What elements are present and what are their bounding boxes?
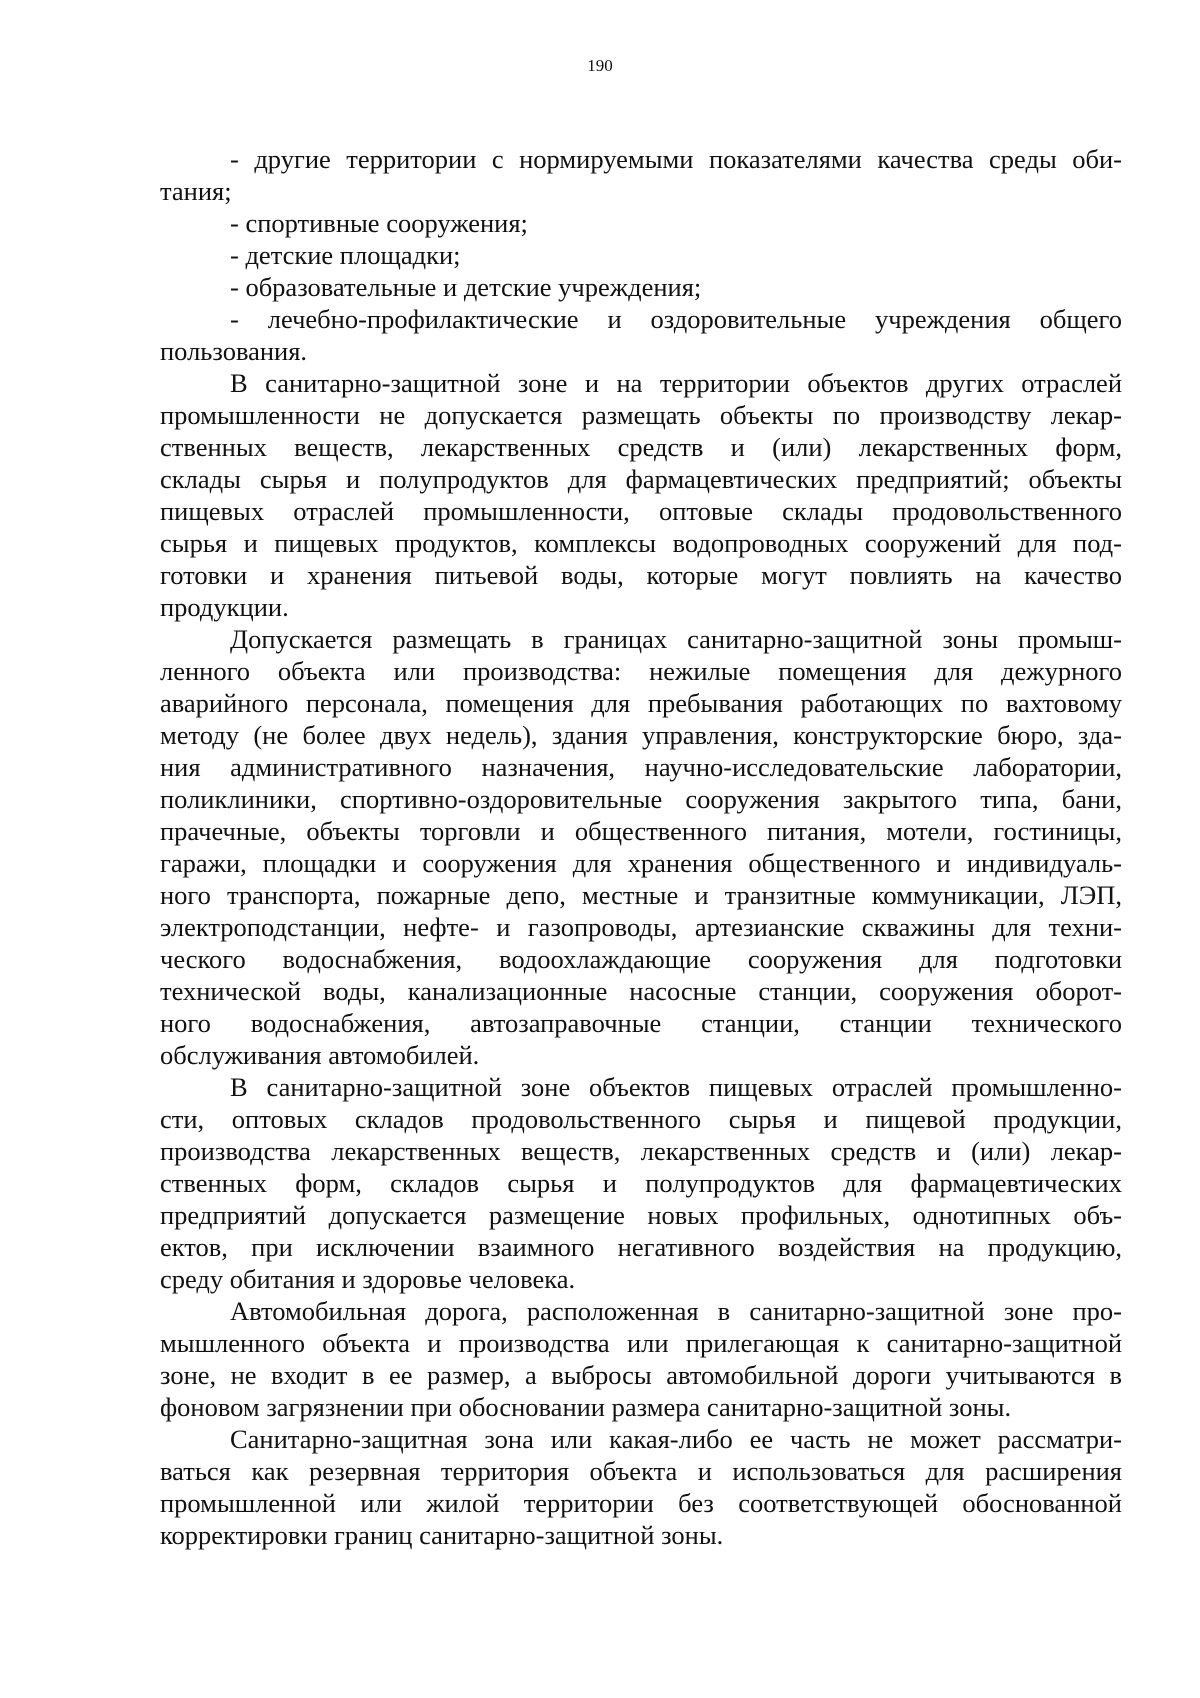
paragraph bbox=[160, 143, 1122, 207]
text-line: склады сырья и полупродуктов для фармацевтических предприятий; объекты bbox=[160, 464, 1122, 494]
text-line: прачечные, объекты торговли и общественного питания, мотели, гостиницы, bbox=[160, 816, 1122, 846]
page-number: 190 bbox=[587, 56, 613, 75]
text-line: - другие территории с нормируемыми показателями качества среды оби- bbox=[230, 144, 1122, 174]
text-line: пользования. bbox=[160, 336, 308, 366]
text-line: ческого водоснабжения, водоохлаждающие сооружения для подготовки bbox=[160, 944, 1122, 974]
text-line: - детские площадки; bbox=[230, 240, 461, 270]
text-line: методу (не более двух недель), здания управления, конструкторские бюро, зда- bbox=[160, 720, 1122, 750]
paragraph bbox=[160, 239, 1122, 271]
text-line: пищевых отраслей промышленности, оптовые склады продовольственного bbox=[160, 496, 1122, 526]
text-line: фоновом загрязнении при обосновании размера санитарно-защитной зоны. bbox=[160, 1392, 1012, 1422]
paragraph bbox=[160, 367, 1122, 623]
text-line: ленного объекта или производства: нежилые помещения для дежурного bbox=[160, 656, 1122, 686]
text-line: промышленной или жилой территории без соответствующей обоснованной bbox=[160, 1488, 1122, 1518]
text-line: гаражи, площадки и сооружения для хранения общественного и индивидуаль- bbox=[160, 848, 1122, 878]
paragraph bbox=[160, 1071, 1122, 1295]
text-line: ния административного назначения, научно-исследовательские лаборатории, bbox=[160, 752, 1122, 782]
paragraph bbox=[160, 623, 1122, 1071]
text-line: тания; bbox=[160, 176, 232, 206]
text-line: - спортивные сооружения; bbox=[230, 208, 528, 238]
text-line: ного транспорта, пожарные депо, местные и транзитные коммуникации, ЛЭП, bbox=[160, 880, 1122, 910]
text-line: Санитарно-защитная зона или какая-либо ее часть не может рассматри- bbox=[230, 1424, 1122, 1454]
text-line: корректировки границ санитарно-защитной зоны. bbox=[160, 1520, 724, 1550]
text-line: В санитарно-защитной зоне и на территории объектов других отраслей bbox=[230, 368, 1122, 398]
text-line: среду обитания и здоровье человека. bbox=[160, 1264, 576, 1294]
text-line: готовки и хранения питьевой воды, которые могут повлиять на качество bbox=[160, 560, 1122, 590]
text-line: производства лекарственных веществ, лекарственных средств и (или) лекар- bbox=[160, 1136, 1122, 1166]
paragraph bbox=[160, 271, 1122, 303]
text-line: мышленного объекта и производства или прилегающая к санитарно-защитной bbox=[160, 1328, 1122, 1358]
text-line: - лечебно-профилактические и оздоровительные учреждения общего bbox=[230, 304, 1122, 334]
paragraph bbox=[160, 303, 1122, 367]
text-line: промышленности не допускается размещать объекты по производству лекар- bbox=[160, 400, 1122, 430]
body-text bbox=[160, 143, 1122, 1551]
text-line: предприятий допускается размещение новых профильных, однотипных объ- bbox=[160, 1200, 1122, 1230]
text-line: ственных форм, складов сырья и полупродуктов для фармацевтических bbox=[160, 1168, 1122, 1198]
text-line: технической воды, канализационные насосные станции, сооружения оборот- bbox=[160, 976, 1122, 1006]
text-line: поликлиники, спортивно-оздоровительные сооружения закрытого типа, бани, bbox=[160, 784, 1122, 814]
text-line: - образовательные и детские учреждения; bbox=[230, 272, 702, 302]
text-line: аварийного персонала, помещения для пребывания работающих по вахтовому bbox=[160, 688, 1122, 718]
paragraph bbox=[160, 1295, 1122, 1423]
text-line: В санитарно-защитной зоне объектов пищевых отраслей промышленно- bbox=[230, 1072, 1122, 1102]
paragraph bbox=[160, 207, 1122, 239]
text-line: продукции. bbox=[160, 592, 289, 622]
text-line: Автомобильная дорога, расположенная в санитарно-защитной зоне про- bbox=[230, 1296, 1122, 1326]
text-line: зоне, не входит в ее размер, а выбросы автомобильной дороги учитываются в bbox=[160, 1360, 1122, 1390]
text-line: ного водоснабжения, автозаправочные станции, станции технического bbox=[160, 1008, 1122, 1038]
text-line: Допускается размещать в границах санитарно-защитной зоны промыш- bbox=[230, 624, 1122, 654]
text-line: обслуживания автомобилей. bbox=[160, 1040, 480, 1070]
text-line: сырья и пищевых продуктов, комплексы водопроводных сооружений для под- bbox=[160, 528, 1122, 558]
text-line: сти, оптовых складов продовольственного сырья и пищевой продукции, bbox=[160, 1104, 1122, 1134]
text-line: электроподстанции, нефте- и газопроводы, артезианские скважины для техни- bbox=[160, 912, 1122, 942]
paragraph bbox=[160, 1423, 1122, 1551]
text-line: ектов, при исключении взаимного негативного воздействия на продукцию, bbox=[160, 1232, 1122, 1262]
text-line: ственных веществ, лекарственных средств и (или) лекарственных форм, bbox=[160, 432, 1122, 462]
text-line: ваться как резервная территория объекта и использоваться для расширения bbox=[160, 1456, 1122, 1486]
